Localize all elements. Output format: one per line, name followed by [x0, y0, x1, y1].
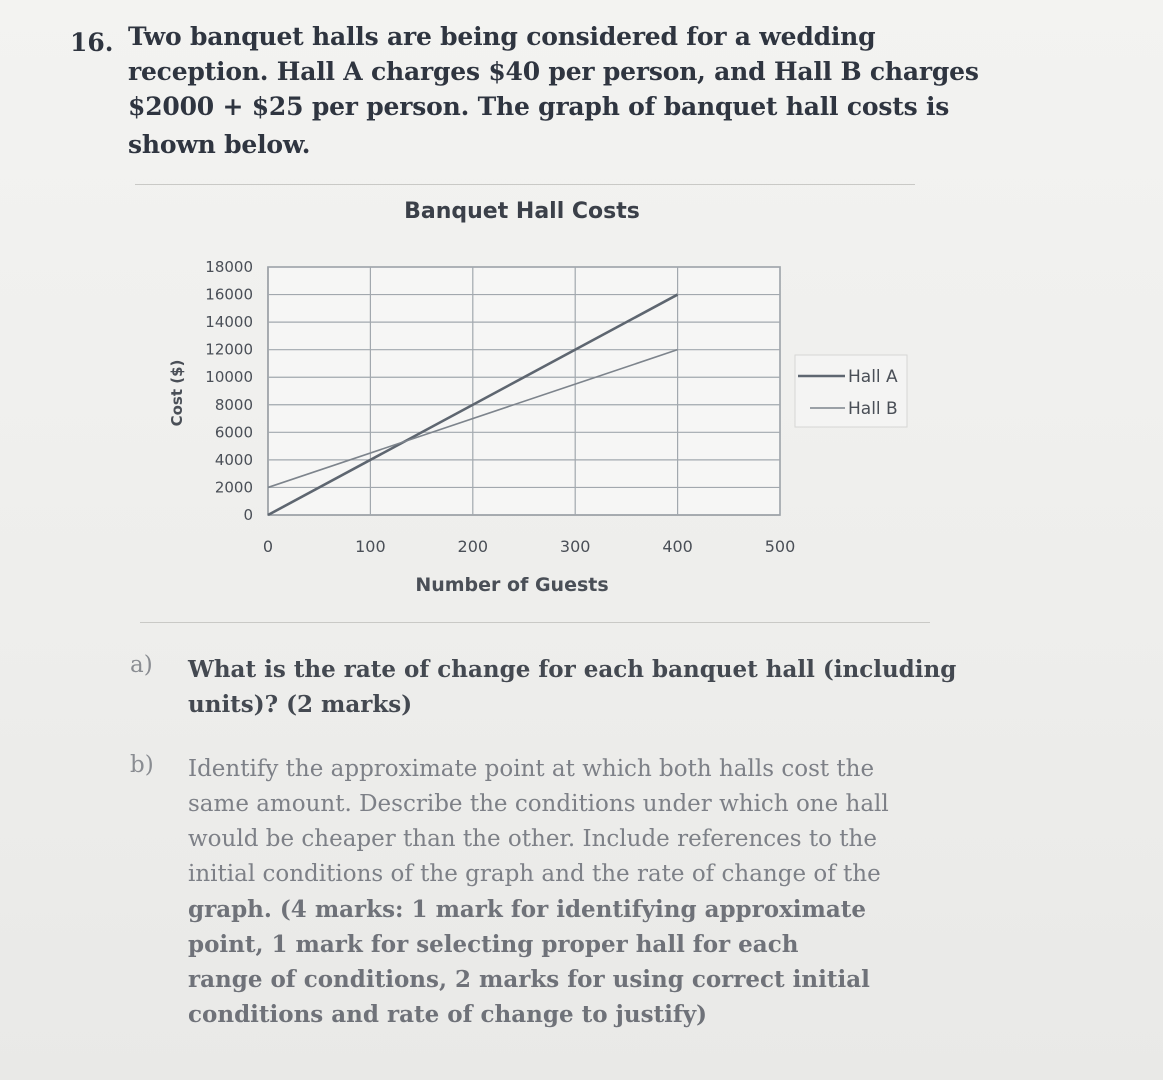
part-b-text-line: same amount. Describe the conditions under which one hall: [188, 791, 889, 817]
plot-area: [268, 267, 780, 515]
divider-bottom: [140, 622, 930, 623]
y-tick-label: 12000: [205, 340, 253, 359]
x-axis-label: Number of Guests: [415, 574, 609, 596]
x-tick-label: 400: [662, 537, 693, 556]
question-text-line: shown below.: [128, 130, 311, 159]
part-b-text-line: initial conditions of the graph and the rate of change of the: [188, 861, 881, 887]
x-tick-label: 300: [559, 537, 591, 556]
x-tick-label: 500: [764, 537, 796, 556]
question-text-line: Two banquet halls are being considered for a wedding: [128, 22, 876, 51]
y-tick-label: 18000: [205, 258, 253, 276]
part-a-text-line: units)? (2 marks): [188, 691, 413, 718]
part-a-text-line: What is the rate of change for each banquet hall (including: [188, 656, 957, 683]
legend-label-hall-a: Hall A: [848, 367, 898, 387]
x-tick-label: 200: [457, 537, 489, 556]
question-text-line: $2000 + $25 per person. The graph of banquet hall costs is: [128, 92, 950, 121]
y-tick-label: 4000: [214, 450, 253, 469]
part-b-text-line: Identify the approximate point at which both halls cost the: [188, 756, 875, 782]
y-tick-label: 8000: [214, 395, 253, 414]
part-b-text-line: graph. (4 marks: 1 mark for identifying approximate: [188, 896, 867, 923]
part-b-text-line: point, 1 mark for selecting proper hall for each: [188, 931, 799, 958]
question-text-line: reception. Hall A charges $40 per person, and Hall B charges: [128, 57, 979, 86]
chart-title: Banquet Hall Costs: [404, 199, 640, 224]
x-tick-label: 0: [262, 537, 274, 556]
y-tick-label: 6000: [214, 423, 253, 442]
banquet-hall-chart: [150, 185, 930, 615]
part-b-text-line: range of conditions, 2 marks for using correct initial: [188, 966, 870, 993]
y-tick-label: 0: [243, 506, 253, 524]
part-a-label: a): [130, 652, 153, 678]
legend: [795, 355, 907, 427]
part-b-label: b): [130, 752, 154, 778]
part-b-text-line: would be cheaper than the other. Include references to the: [188, 826, 877, 852]
y-tick-label: 16000: [205, 285, 253, 304]
legend-label-hall-b: Hall B: [848, 399, 898, 419]
part-b-text-line: conditions and rate of change to justify): [188, 1001, 708, 1028]
x-tick-label: 100: [355, 537, 386, 556]
y-tick-label: 14000: [205, 313, 253, 332]
y-tick-label: 2000: [214, 478, 253, 497]
y-axis-label: Cost ($): [168, 359, 186, 427]
y-tick-label: 10000: [205, 368, 253, 387]
question-number: 16.: [70, 28, 114, 57]
